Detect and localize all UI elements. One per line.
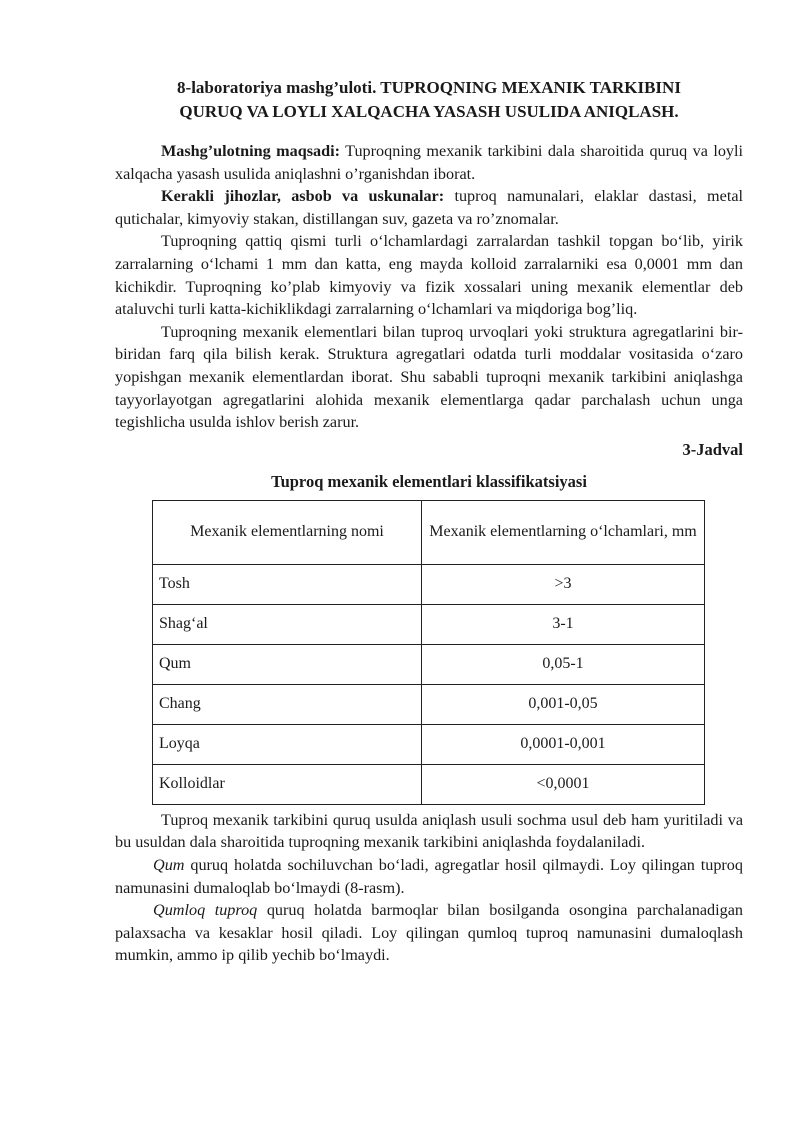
table-row <box>153 644 705 684</box>
equipment-text: tuproq namunalari, elaklar dastasi, metal qutichalar, kimyoviy stakan, distillangan suv, gazeta va ro’znomalar. <box>115 187 744 228</box>
row-size: 3-1 <box>422 604 705 644</box>
document-page <box>115 76 743 967</box>
header-element-name: Mexanik elementlarning nomi <box>153 500 422 564</box>
body-paragraph-2: Tuproqning mexanik elementlari bilan tuproq urvoqlari yoki struktura agregatlarini bir-biridan farq qila bilish kerak. Struktura agregatlari odatda turli moddalar vositasida o‘zaro yopishgan mexanik elementlardan iborat. Shu sababli tuproqni mexanik tarkibini aniqlashga tayyorlayotgan agregatlarini alohida mexanik elementlarga qadar parchalash uchun unga tegishlicha usulda ishlov berish zarur. <box>115 322 743 432</box>
table-row <box>153 564 705 604</box>
body-paragraph-1: Tuproqning qattiq qismi turli o‘lchamlardagi zarralardan tashkil topgan bo‘lib, yirik zarralarning o‘lchami 1 mm dan katta, eng mayda kolloid zarralarniki esa 0,0001 mm dan kichikdir. Tuproqning ko’plab kimyoviy va fizik xossalari uning mexanik elementlar deb ataluvchi turli katta-kichiklikdagi zarralarning o‘lchamlari va miqdoriga bog’liq. <box>115 232 743 319</box>
goal-label: Mashg’ulotning maqsadi: <box>161 142 341 160</box>
goal-paragraph <box>115 140 743 185</box>
sandy-loam-term: Qumloq tuproq <box>153 901 258 920</box>
sand-paragraph <box>115 854 743 899</box>
row-size: 0,001-0,05 <box>422 684 705 724</box>
row-name: Loyqa <box>153 724 422 764</box>
row-size: <0,0001 <box>422 764 705 804</box>
table-number: 3-Jadval <box>682 439 743 459</box>
goal-text: Tuproqning mexanik tarkibini dala sharoitida quruq va loyli xalqacha yasash usulida aniqlashni o’rganishdan iborat. <box>115 142 743 183</box>
row-size: >3 <box>422 564 705 604</box>
classification-table <box>152 500 705 805</box>
table-header-row <box>153 500 705 564</box>
equipment-label: Kerakli jihozlar, asbob va uskunalar: <box>161 187 445 206</box>
table-row <box>153 684 705 724</box>
equipment-paragraph <box>115 185 743 230</box>
table-row <box>153 764 705 804</box>
row-name: Qum <box>153 644 422 684</box>
sand-term: Qum <box>153 855 185 874</box>
table-caption: Tuproq mexanik elementlari klassifikatsiyasi <box>271 471 587 491</box>
header-element-size: Mexanik elementlarning o‘lchamlari, mm <box>422 500 705 564</box>
sandy-loam-paragraph <box>115 899 743 967</box>
table-row <box>153 724 705 764</box>
row-name: Shag‘al <box>153 604 422 644</box>
title-line-1: 8-laboratoriya mashg’uloti. TUPROQNING MEXANIK TARKIBINI <box>177 78 681 97</box>
sand-text: quruq holatda sochiluvchan bo‘ladi, agregatlar hosil qilmaydi. Loy qilingan tuproq namunasini dumaloqlab bo‘lmaydi (8-rasm). <box>115 855 743 897</box>
row-size: 0,0001-0,001 <box>422 724 705 764</box>
document-title <box>115 76 743 124</box>
sandy-loam-text: quruq holatda barmoqlar bilan bosilganda osongina parchalanadigan palaxsacha va kesaklar hosil qiladi. Loy qilingan qumloq tuproq namunasini dumaloqlash mumkin, ammo ip qilib yechib bo‘lmaydi. <box>115 901 743 965</box>
row-name: Kolloidlar <box>153 764 422 804</box>
title-line-2: QURUQ VA LOYLI XALQACHA YASASH USULIDA ANIQLASH. <box>179 102 679 121</box>
table-row <box>153 604 705 644</box>
row-size: 0,05-1 <box>422 644 705 684</box>
row-name: Tosh <box>153 564 422 604</box>
after-table-paragraph: Tuproq mexanik tarkibini quruq usulda aniqlash usuli sochma usul deb ham yuritiladi va bu usuldan dala sharoitida tuproqning mexanik tarkibini aniqlashda foydalaniladi. <box>115 810 743 852</box>
row-name: Chang <box>153 684 422 724</box>
